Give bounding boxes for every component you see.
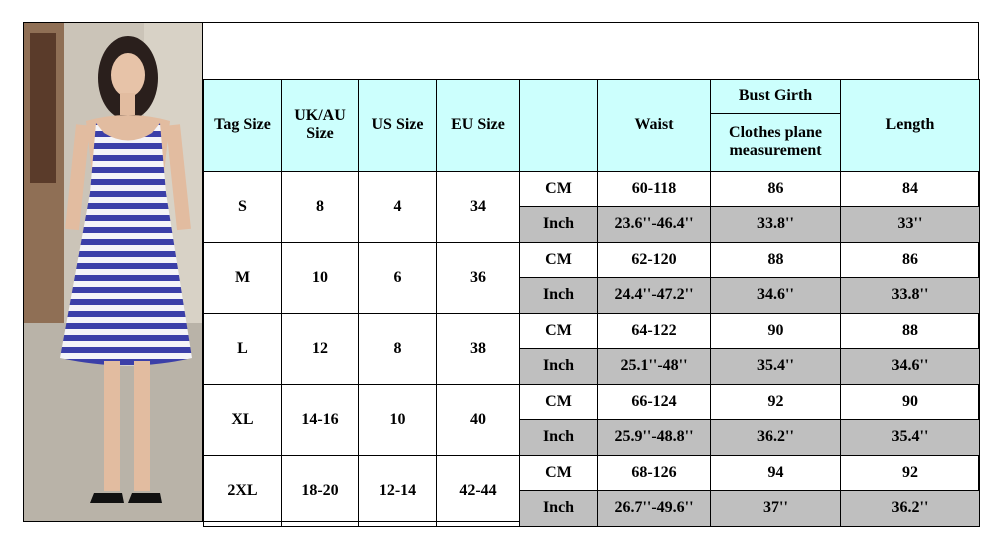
cell-waist: 60-118: [598, 171, 711, 206]
cell-us: 4: [359, 171, 437, 242]
cell-length: 92: [841, 455, 980, 490]
cell-length: 36.2'': [841, 490, 980, 526]
cell-us: 10: [359, 384, 437, 455]
header-length: Length: [841, 79, 980, 171]
cell-unit: CM: [520, 455, 598, 490]
cell-length: 84: [841, 171, 980, 206]
cell-bust: 90: [711, 313, 841, 348]
cell-bust: 33.8'': [711, 206, 841, 242]
header-eu-size: EU Size: [437, 79, 520, 171]
size-chart: [23, 22, 979, 522]
cell-unit: Inch: [520, 277, 598, 313]
cell-bust: 37'': [711, 490, 841, 526]
cell-eu: 42-44: [437, 455, 520, 526]
cell-unit: Inch: [520, 206, 598, 242]
cell-bust: 36.2'': [711, 419, 841, 455]
cell-unit: Inch: [520, 348, 598, 384]
cell-length: 33'': [841, 206, 980, 242]
cell-ukau: 12: [282, 313, 359, 384]
header-bust-sub: Clothes plane measurement: [711, 113, 841, 171]
size-table: [203, 23, 980, 527]
header-us-size: US Size: [359, 79, 437, 171]
cell-waist: 25.9''-48.8'': [598, 419, 711, 455]
cell-eu: 40: [437, 384, 520, 455]
header-waist: Waist: [598, 79, 711, 171]
cell-bust: 34.6'': [711, 277, 841, 313]
header-tag-size: Tag Size: [204, 79, 282, 171]
cell-tag: XL: [204, 384, 282, 455]
cell-waist: 24.4''-47.2'': [598, 277, 711, 313]
header-bust-girth: Bust Girth: [711, 79, 841, 113]
model-illustration: [24, 23, 202, 521]
cell-eu: 36: [437, 242, 520, 313]
cell-us: 8: [359, 313, 437, 384]
cell-bust: 86: [711, 171, 841, 206]
cell-ukau: 14-16: [282, 384, 359, 455]
top-blank: [204, 23, 980, 79]
cell-us: 12-14: [359, 455, 437, 526]
cell-waist: 25.1''-48'': [598, 348, 711, 384]
cell-us: 6: [359, 242, 437, 313]
cell-bust: 35.4'': [711, 348, 841, 384]
cell-waist: 66-124: [598, 384, 711, 419]
cell-unit: CM: [520, 171, 598, 206]
cell-ukau: 18-20: [282, 455, 359, 526]
cell-length: 90: [841, 384, 980, 419]
cell-ukau: 8: [282, 171, 359, 242]
cell-length: 88: [841, 313, 980, 348]
cell-tag: M: [204, 242, 282, 313]
cell-bust: 92: [711, 384, 841, 419]
model-photo: [24, 23, 203, 521]
cell-unit: Inch: [520, 419, 598, 455]
cell-tag: S: [204, 171, 282, 242]
cell-bust: 94: [711, 455, 841, 490]
header-unit: [520, 79, 598, 171]
cell-tag: L: [204, 313, 282, 384]
cell-waist: 62-120: [598, 242, 711, 277]
cell-eu: 38: [437, 313, 520, 384]
cell-waist: 23.6''-46.4'': [598, 206, 711, 242]
cell-waist: 64-122: [598, 313, 711, 348]
cell-eu: 34: [437, 171, 520, 242]
cell-waist: 26.7''-49.6'': [598, 490, 711, 526]
cell-ukau: 10: [282, 242, 359, 313]
cell-length: 86: [841, 242, 980, 277]
cell-length: 35.4'': [841, 419, 980, 455]
cell-unit: CM: [520, 242, 598, 277]
cell-unit: CM: [520, 384, 598, 419]
cell-bust: 88: [711, 242, 841, 277]
cell-length: 33.8'': [841, 277, 980, 313]
cell-length: 34.6'': [841, 348, 980, 384]
header-ukau-size: UK/AU Size: [282, 79, 359, 171]
cell-tag: 2XL: [204, 455, 282, 526]
cell-waist: 68-126: [598, 455, 711, 490]
cell-unit: Inch: [520, 490, 598, 526]
cell-unit: CM: [520, 313, 598, 348]
